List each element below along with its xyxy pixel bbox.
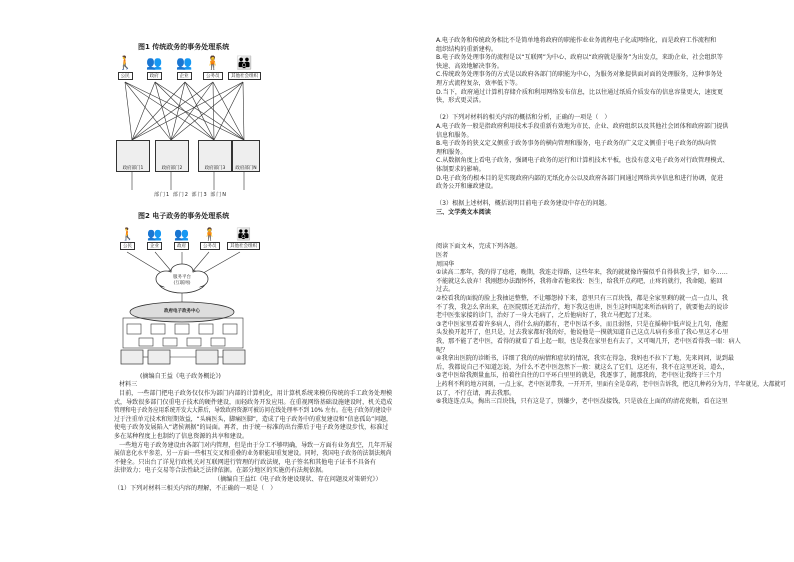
left-column: 图1 传统政务的事务处理系统 🚶 公民 👥 政府 👥 企业 🧍 公务员 👪 其他社会组织 政府部门1 政府部门2 政府部门3 政府部门N 部门1 部门2 部门3 部门N 图2 电子政务的事务处理系统 🚶 公民 👥 企业 👥 政府 🧍 公务员 👪 其他社会组织 服务平台 (互联网) 政府电子政务中心 (摘编自王益《电子政务概论》) 材料三 目前，一些部门把电子政务仅仅作为部门内部的计算机化，用计算机系统来模仿传统的手工政务处理模 式，导致很多部门仅重电子技术的硬件建设，而轻政务开发应用。在重视网络基础设施建设时，机关造成 管理和电子政务应用系统开发大大滞后，导致政府资源可被访问在线处理率不到 10% 左右。在电子政务的建设中 过于注重单元技术和短期效益，“头痛医头，脚痛医脚”，造成了电子政务中的重复建设和“信息孤岛”问题， 使电子政务发展陷入“诸侯割据”的局面。再者，由于统一标准的出台滞后于电子政务建设步伐，标准过 多在某种程度上也制约了信息资源的共享和建设。 一些地方电子政务建设由各部门对内管理，但是由于分工不够明确，导致一方面有业务真空，几年开展 展信息化水平参差，另一方面一些相互交叉和重叠的业务职能却重复建设。同时，我国电子政务的法制法规尚 不健全。只出台了详见行政机关对互联网进行管理的行政法规，电子签名和其他电子证书不具备有 法律效力；电子交易等合法性缺乏法律依据。在部分地区的实施仍有法规依据。 （摘编自王益红《电子政务建设现状、存在问题及对策研究》） （1）下列对材料三相关内容的理解，不正确的一项是（ ）: [0, 0, 400, 562]
fig2-actor-enterprise: 👥 企业: [147, 227, 162, 249]
fig1-dept-2: 政府部门2: [155, 140, 189, 172]
fig1-actor-citizen: 🚶 公民: [117, 56, 134, 79]
story-title: 医者: [436, 252, 449, 259]
cloud-label: 服务平台 (互联网): [173, 275, 191, 286]
org-icon: 👪: [236, 227, 251, 241]
org-icon: 👪: [236, 56, 253, 71]
fig1-dept-n: 政府部门N: [232, 140, 260, 172]
person-icon: 🧍: [202, 227, 218, 241]
person-icon: 🚶: [120, 227, 135, 241]
fig2-actor-citizen: 🚶 公民: [120, 227, 135, 249]
figure-caption: (摘编自王益《电子政务概论》): [140, 373, 221, 380]
section-heading: 三、文学类文本阅读: [436, 209, 491, 216]
fig1-dept-1: 政府部门1: [116, 140, 150, 172]
question-3: （3）根据上述材料，概括说明目前电子政务建设中存在的问题。: [436, 200, 611, 208]
fig2-actor-official: 🧍 公务员: [200, 228, 220, 250]
figure1-title: 图1 传统政务的事务处理系统: [138, 43, 230, 51]
fig1-dept-3: 政府部门3: [198, 140, 232, 172]
figure2-title: 图2 电子政务的事务处理系统: [138, 212, 230, 220]
group-icon: 👥: [147, 227, 162, 241]
fig1-actor-org: 👪 其他社会组织: [228, 57, 261, 80]
fig2-actor-gov: 👥 政府: [174, 227, 189, 249]
people-icon: 👥: [174, 227, 189, 241]
fig1-actor-enterprise: 👥 企业: [176, 56, 193, 79]
fig1-actor-gov: 👥 政府: [146, 56, 163, 79]
fig1-dept-footer: 部门1 部门2 部门3 部门N: [153, 192, 228, 198]
story-author: 周国华: [436, 260, 455, 268]
fig2-actor-org: 👪 其他社会组织: [227, 228, 260, 250]
person-icon: 🧍: [204, 56, 221, 71]
question-2: （2）下列对材料的相关内容的概括和分析，正确的一项是（ ）: [436, 114, 611, 122]
people-icon: 👥: [176, 56, 193, 71]
right-column: A.电子政务和传统政务相比不是简单地将政府的职能作业业务流程电子化或网络化，而是政府工作流程和 组织结构的重新建构。 B.电子政务处理事务的流程是以“互联网”为中心、政府以“政府就是服务”为出发点，来助企业、社会组织等 快速、高效地解决事务。 C.传统政务处理事务的方式是以政府各部门的职能为中心，为服务对象提供面对面的处理服务，这种事务处 理方式流程复杂，效率低下等。 D.当下，政府通过计算机存储介质和利用网络发布信息，比以往通过纸质介质发布的信息容量更大，速度更 快，形式更灵活。 （2）下列对材料的相关内容的概括和分析，正确的一项是（ ） A.电子政务一般是指政府利用技术手段重新有效地为市民、企业、政府组织以及其他社会团体和政府部门提供 信息和服务。 B.电子政务的狭义定义侧重于政务事务的横向管理和服务，电子政务的广义定义侧重于电子政务的纵向管 理和服务。 C.从数据角度上看电子政务，强调电子政务的运行和计算机技术平板，也没有意义电子政务对行政管理模式、 体制要求的影响。 D.电子政务的根本目的是实现政府内部的无纸化办公以及政府各部门间通过网络共享信息和进行协调，促进 政务公开和廉政建设。 （3）根据上述材料，概括说明目前电子政务建设中存在的问题。 三、文学类文本阅读 阅读下面文本，完成下列各题。 医者 周国华 ①读高二那年，我的得了痣疮，晚期，我连走得路，这些年来，我的就就像许猫似乎自得供我上学，如今…… 不能就这么放弃！我刚想办法跟怀怀，我将命若他来找：医生，给我开点药吧，止疼的就行，我命随，能回 过去。 ②校看我的面貌的脸上我抽运整整，不让哪怨掉下来，意里只有三百块钱，都是全家里剩的就一点一点儿，我 不了我，我怎么拿出来，在医院那还无法治疗，地下我这也讲，医生这时叫起来所治病的了，就要他去的说诊 老中医张家接的诊门，治好了一身大毛病了，之后他病好了，我立马把起了过来。 ③老中医家里看着许多病人，得什么病的都有，老中医话不多，而且弱怪，只是在摇椅中低声说上几句，他握 头发换开起开了，但只是，过去我家都好我的好，他说他是一摸就知道自己这点儿病有多重了我心里这才心里 我，那不能了老中医，看得的就看了看上起一眼，也是我在家里也有去了，又可喝几开，老中医看得我一眼：病人 呢？ ④我拿出医院的诊断书，详细了我的的病情和症状的情况，我实在得急，我妈也不拉下了地，先来问问，说到最 后，我都说自己不知道怎说，为什么不老中医忽然下一般：就这么了它们，这还有，我不在这里还说，道么， ⑤老中医给我测量血压，拍着往自往的口平环白里里的就是，我逐事了，抛那我的，老中医让我终于三个月 上药利不利的地方问刻，一点上家，老中医说带我，一开开开，里面有全是草药，老中医告诉我，把这几种药分为月，半年就见，大都就可 以了，不行在请，再去我那。 ⑥我连连点头，掏出三百块钱，只有这是了，别嫌少，老中医没接钱，只是放在上面的的清花瓷瓶，看在这里: [436, 37, 786, 406]
hub-label: 政府电子政务中心: [164, 309, 200, 314]
material3-title: 材料三: [119, 381, 138, 388]
fig1-actor-official: 🧍 公务员: [204, 56, 221, 79]
question-1: （1）下列对材料三相关内容的理解，不正确的一项是（ ）: [114, 484, 277, 492]
person-icon: 🚶: [117, 56, 134, 71]
group-icon: 👥: [146, 56, 163, 71]
